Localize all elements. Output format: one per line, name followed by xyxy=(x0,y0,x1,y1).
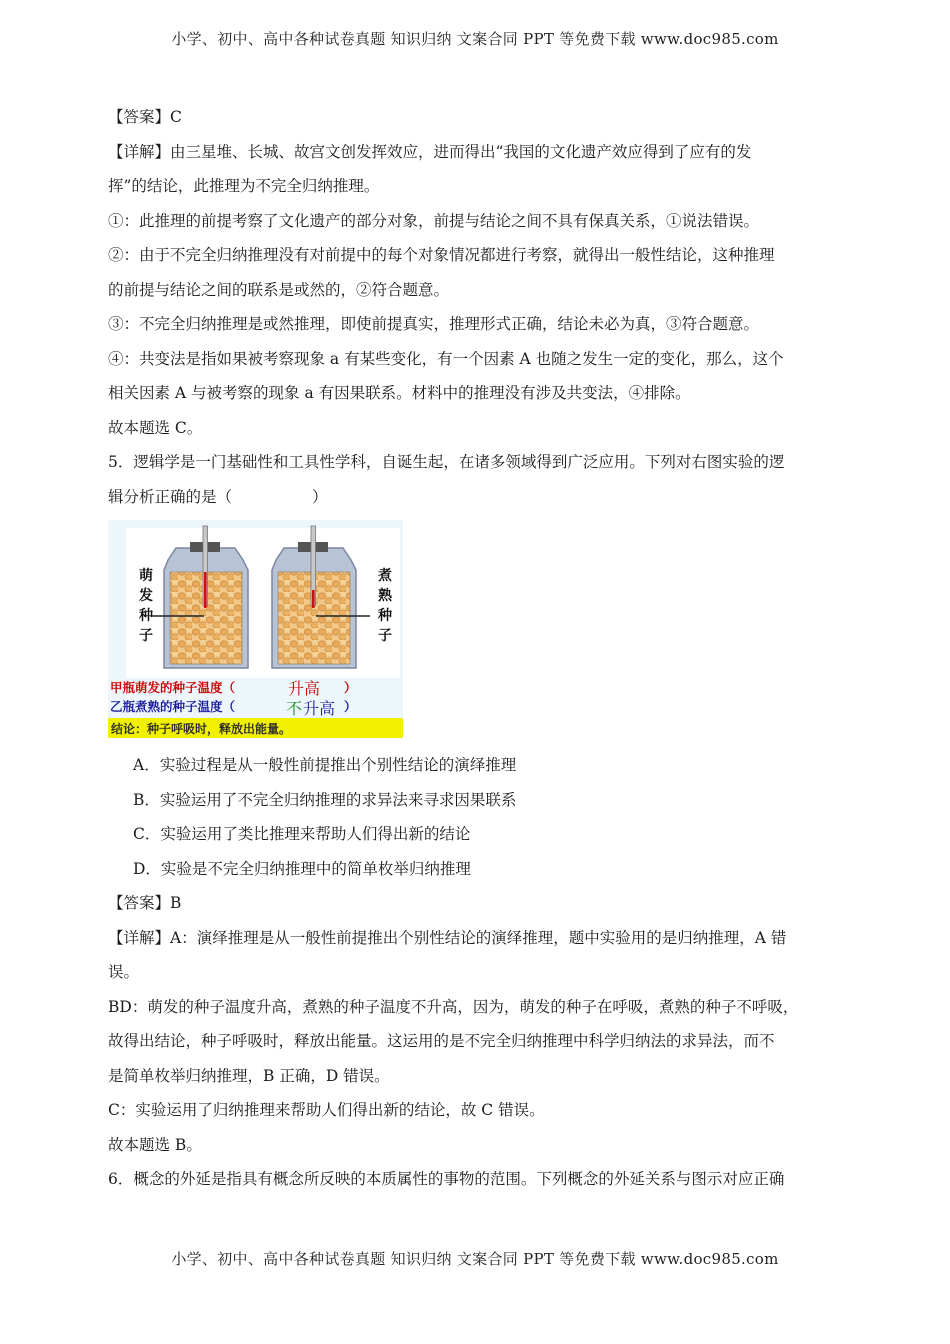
q4-answer: 【答案】C xyxy=(108,108,182,126)
left-label-char: 种 xyxy=(139,608,153,624)
q5-stem-line xyxy=(108,480,843,515)
q5-detail-line: 误。 xyxy=(108,963,140,981)
option-d: D．实验是不完全归纳推理中的简单枚举归纳推理 xyxy=(133,859,471,878)
q4-detail-line: 的前提与结论之间的联系是或然的，②符合题意。 xyxy=(108,280,450,299)
q4-detail-line: ③：不完全归纳推理是或然推理，即使前提真实，推理形式正确，结论未必为真，③符合题意。 xyxy=(108,315,760,333)
q4-detail-line: 【详解】由三星堆、长城、故宫文创发挥效应，进而得出“我国的文化遗产效应得到了应有的发 xyxy=(108,142,752,161)
left-label-char: 发 xyxy=(139,588,153,604)
q5-detail-line: C：实验运用了归纳推理来帮助人们得出新的结论，故 C 错误。 xyxy=(108,1101,545,1119)
row2-value: 升高 xyxy=(303,699,336,718)
q4-detail-line: 相关因素 A 与被考察的现象 a 有因果联系。材料中的推理没有涉及共变法，④排除。 xyxy=(108,384,691,402)
right-label-char: 煮 xyxy=(378,568,392,584)
page-content xyxy=(108,100,843,1197)
q4-detail-line: ②：由于不完全归纳推理没有对前提中的每个对象情况都进行考察，就得出一般性结论，这种推理 xyxy=(108,246,775,264)
row2-value-bu: 不 xyxy=(286,699,303,718)
right-label-char: 熟 xyxy=(378,588,392,604)
option-c: C．实验运用了类比推理来帮助人们得出新的结论 xyxy=(133,825,471,843)
q4-detail-line: ①：此推理的前提考察了文化遗产的部分对象，前提与结论之间不具有保真关系，①说法错误。 xyxy=(108,211,760,230)
option-b: B．实验运用了不完全归纳推理的求异法来寻求因果联系 xyxy=(133,790,517,809)
bottle-jia xyxy=(164,526,248,668)
seed-experiment-figure xyxy=(108,520,403,738)
q5-stem-text: 辑分析正确的是（ xyxy=(108,487,233,506)
q5-stem-close: ） xyxy=(312,487,328,506)
page-header: 小学、初中、高中各种试卷真题 知识归纳 文案合同 PPT 等免费下载 www.doc985.com xyxy=(171,30,779,48)
option-a: A．实验过程是从一般性前提推出个别性结论的演绎推理 xyxy=(133,756,517,774)
q5-detail-line: 故得出结论，种子呼吸时，释放出能量。这运用的是不完全归纳推理中科学归纳法的求异法，而不 xyxy=(108,1032,775,1050)
q5-detail-line: 是简单枚举归纳推理，B 正确，D 错误。 xyxy=(108,1066,390,1085)
page-footer: 小学、初中、高中各种试卷真题 知识归纳 文案合同 PPT 等免费下载 www.doc985.com xyxy=(171,1250,779,1268)
right-label-char: 子 xyxy=(378,628,392,644)
row1-value: 升高 xyxy=(288,679,321,698)
q5-detail-line: 【详解】A：演绎推理是从一般性前提推出个别性结论的演绎推理，题中实验用的是归纳推理，A 错 xyxy=(108,928,787,947)
q5-detail-line: 故本题选 B。 xyxy=(108,1135,202,1154)
q4-detail-line: ④：共变法是指如果被考察现象 a 有某些变化，有一个因素 A 也随之发生一定的变化，那么，这个 xyxy=(108,349,784,368)
row1-suffix: ） xyxy=(344,680,357,695)
row1-prefix: 甲瓶萌发的种子温度（ xyxy=(110,680,236,695)
q4-detail-line: 挥”的结论，此推理为不完全归纳推理。 xyxy=(108,177,380,195)
seed-experiment-diagram xyxy=(108,520,403,738)
left-label-char: 子 xyxy=(139,628,153,644)
row2-suffix: ） xyxy=(344,699,357,714)
conclusion-text: 结论：种子呼吸时，释放出能量。 xyxy=(111,722,292,736)
row2-prefix: 乙瓶煮熟的种子温度（ xyxy=(110,699,236,714)
q5-stem-line: 5．逻辑学是一门基础性和工具性学科，自诞生起，在诸多领域得到广泛应用。下列对右图实验的逻 xyxy=(108,453,785,471)
q5-answer: 【答案】B xyxy=(108,894,182,912)
q6-stem-line: 6．概念的外延是指具有概念所反映的本质属性的事物的范围。下列概念的外延关系与图示对应正确 xyxy=(108,1170,785,1188)
q5-detail-line: BD：萌发的种子温度升高，煮熟的种子温度不升高，因为，萌发的种子在呼吸，煮熟的种子不呼吸， xyxy=(108,997,799,1016)
q4-detail-line: 故本题选 C。 xyxy=(108,418,203,437)
left-label-char: 萌 xyxy=(139,568,153,584)
bottle-yi xyxy=(272,526,356,668)
right-label-char: 种 xyxy=(378,608,392,624)
